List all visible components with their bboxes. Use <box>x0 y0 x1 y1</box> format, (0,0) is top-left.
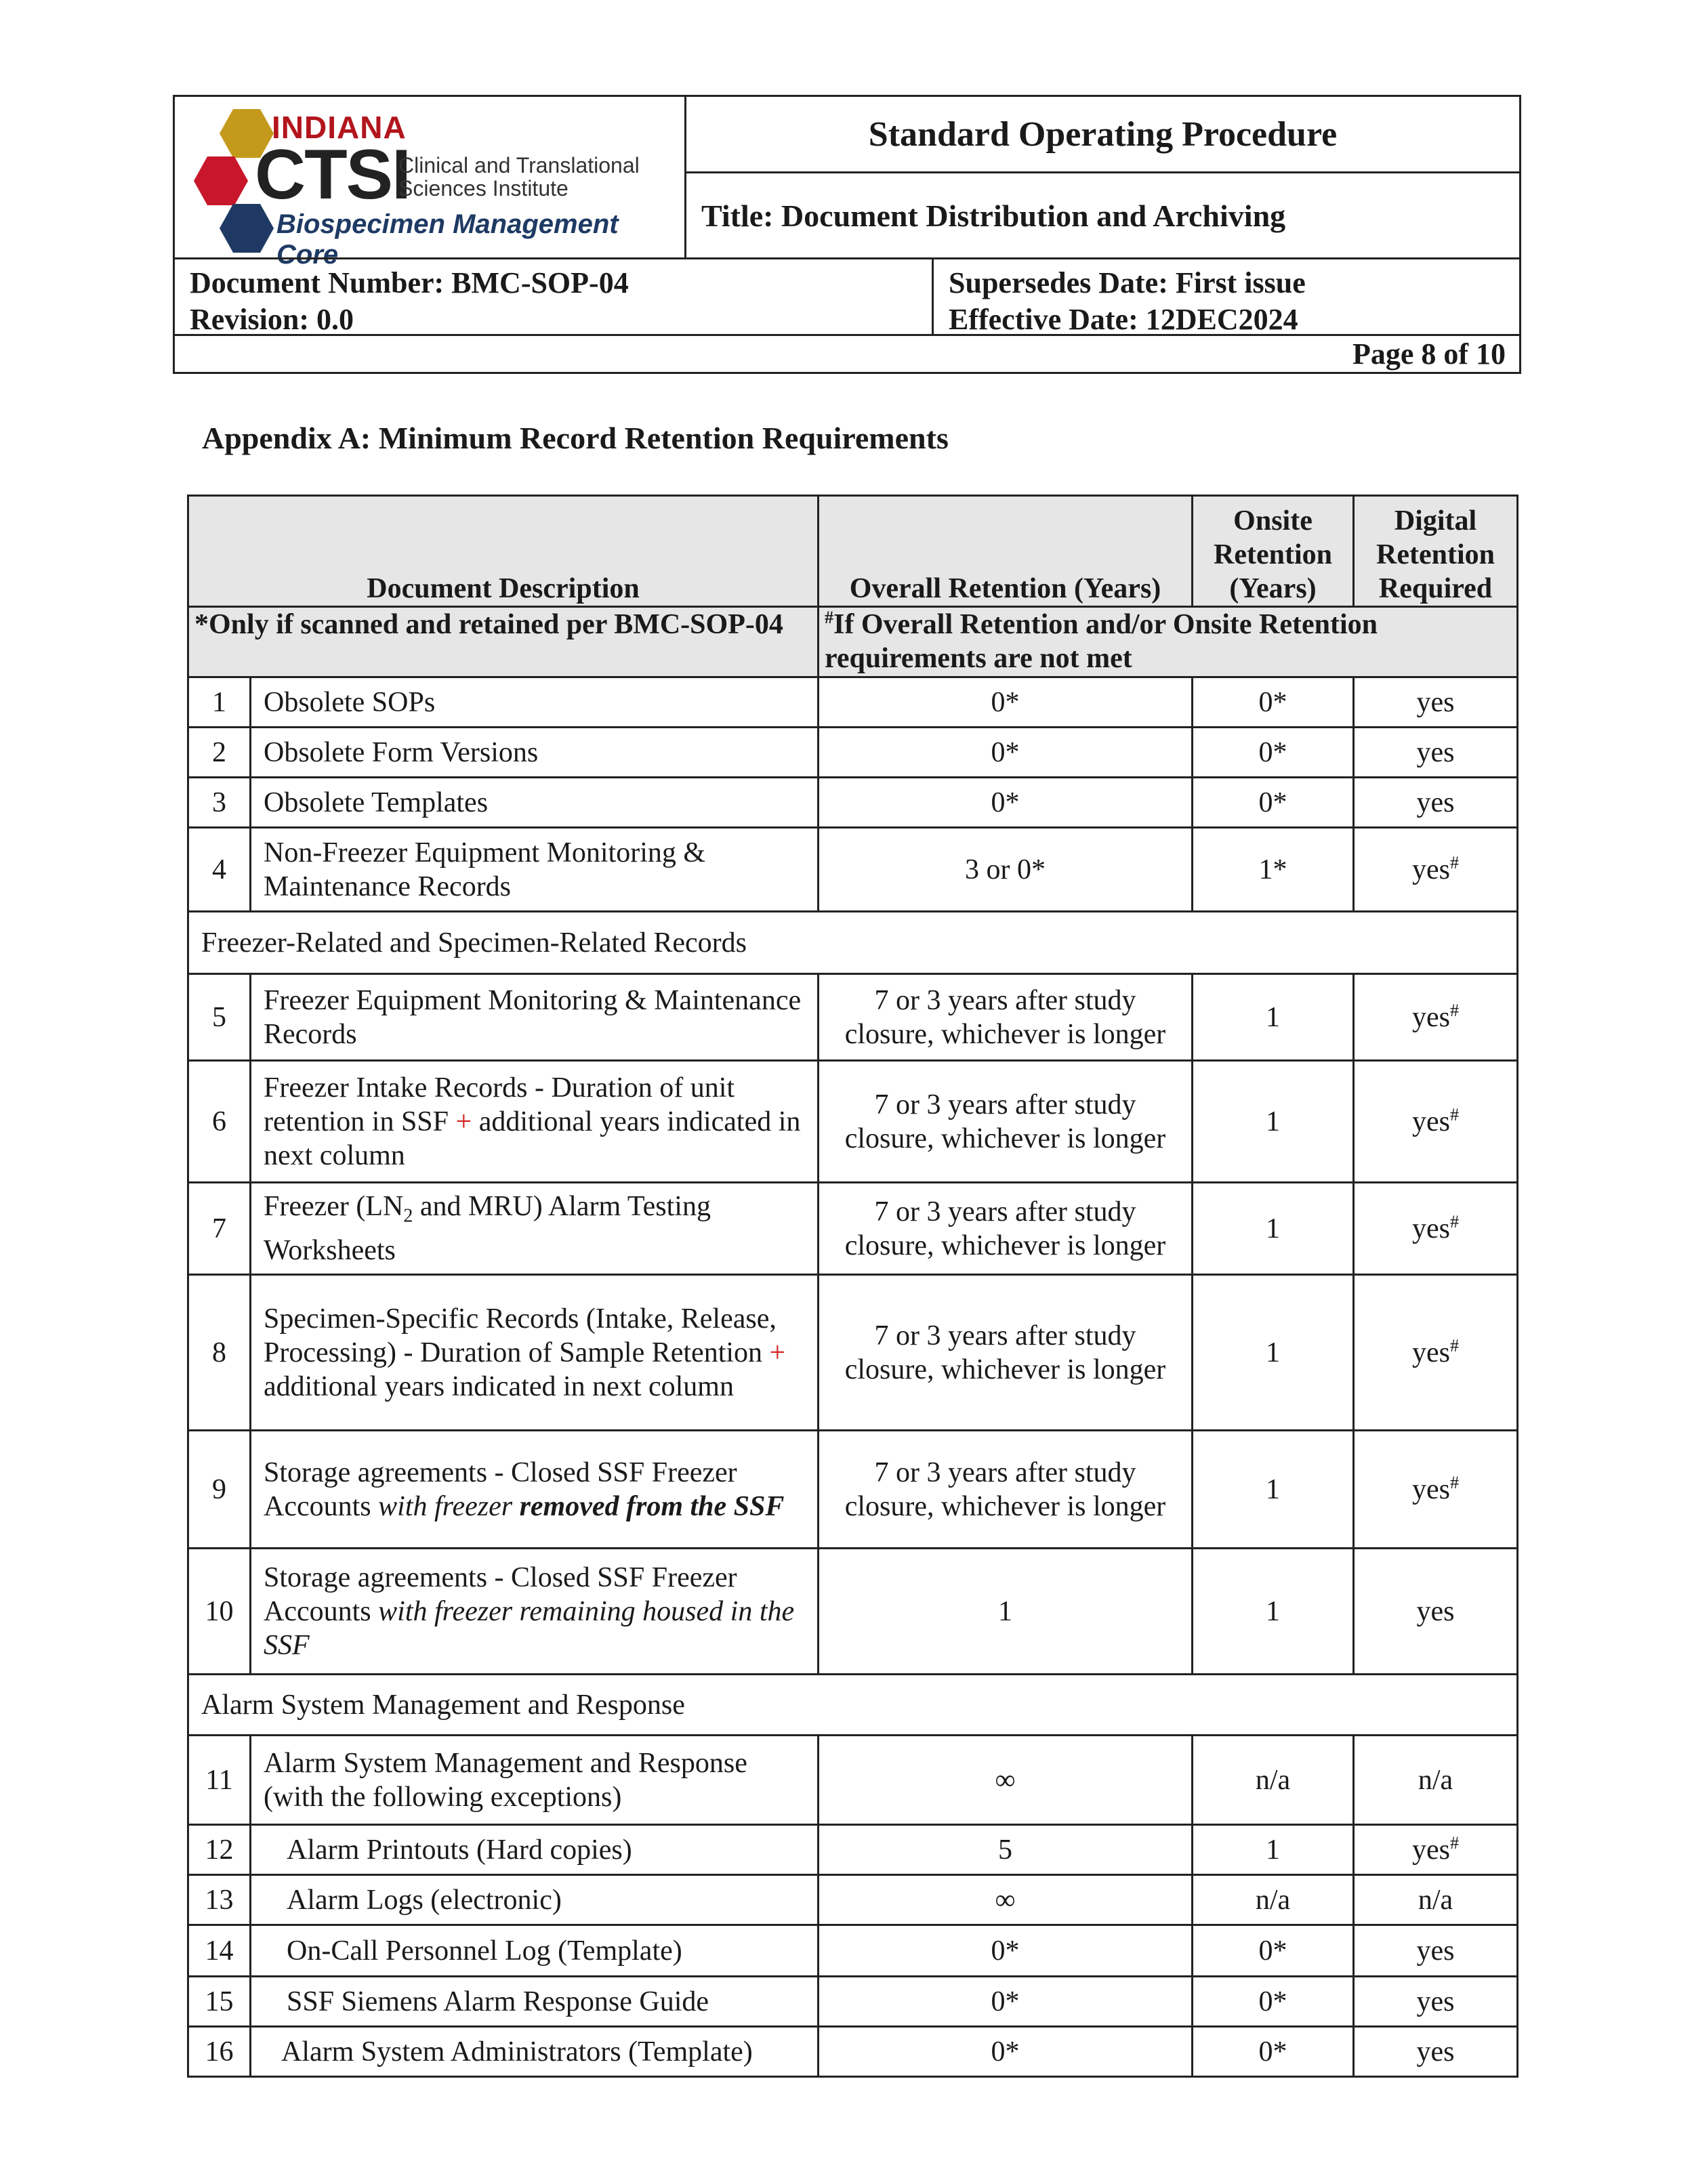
page-number: Page 8 of 10 <box>1352 337 1506 371</box>
table-row: 11 Alarm System Management and Response (with the following exceptions) ∞ n/a n/a <box>188 1736 1518 1825</box>
table-row: 6 Freezer Intake Records - Duration of unit retention in SSF + additional years indicated in next column 7 or 3 years after study closure, whichever is longer 1 yes# <box>188 1061 1518 1183</box>
supersedes-date: Supersedes Date: First issue <box>949 266 1306 299</box>
logo-indiana-text: INDIANA <box>272 110 407 145</box>
table-row: 10 Storage agreements - Closed SSF Freezer Accounts with freezer remaining housed in the SSF 1 1 yes <box>188 1549 1518 1675</box>
document-header <box>173 95 1521 374</box>
header-digital-retention: Digital Retention Required <box>1354 496 1518 607</box>
document-number-cell <box>175 259 934 334</box>
table-row: 14 On-Call Personnel Log (Template) 0* 0* yes <box>188 1925 1518 1977</box>
table-row: 16 Alarm System Administrators (Template) 0* 0* yes <box>188 2027 1518 2077</box>
sop-label: Standard Operating Procedure <box>686 97 1519 173</box>
dates-cell <box>934 259 1519 334</box>
header-onsite-retention: Onsite Retention (Years) <box>1193 496 1354 607</box>
appendix-title: Appendix A: Minimum Record Retention Requirements <box>202 421 949 455</box>
section-freezer-records: Freezer-Related and Specimen-Related Records <box>188 912 1518 974</box>
note-scanned: *Only if scanned and retained per BMC-SOP-04 <box>188 607 819 677</box>
header-document-description: Document Description <box>188 496 819 607</box>
table-row: 5 Freezer Equipment Monitoring & Maintenance Records 7 or 3 years after study closure, whichever is longer 1 yes# <box>188 974 1518 1061</box>
section-row <box>188 1675 1518 1736</box>
note-mark: # <box>825 608 834 627</box>
table-row: 12 Alarm Printouts (Hard copies) 5 1 yes# <box>188 1825 1518 1875</box>
document-meta-row <box>175 257 1519 336</box>
table-notes-row <box>188 607 1518 677</box>
retention-table <box>187 495 1519 2078</box>
section-row <box>188 912 1518 974</box>
document-title: Title: Document Distribution and Archiving <box>701 198 1286 233</box>
effective-date: Effective Date: 12DEC2024 <box>949 303 1298 336</box>
logo-core-name: Biospecimen Management Core <box>276 209 619 270</box>
table-row: 2 Obsolete Form Versions 0* 0* yes <box>188 728 1518 778</box>
table-row: 3 Obsolete Templates 0* 0* yes <box>188 778 1518 828</box>
table-row: 15 SSF Siemens Alarm Response Guide 0* 0* yes <box>188 1977 1518 2027</box>
revision: Revision: 0.0 <box>190 303 354 336</box>
table-row: 9 Storage agreements - Closed SSF Freezer Accounts with freezer removed from the SSF 7 or 3 years after study closure, whichever is longer 1 yes# <box>188 1431 1518 1549</box>
table-row: 7 Freezer ($LN_2$ and MRU) Alarm Testing Worksheets 7 or 3 years after study closure, whichever is longer 1 yes# <box>188 1183 1518 1275</box>
section-alarm-system: Alarm System Management and Response <box>188 1675 1518 1736</box>
table-row: 8 Specimen-Specific Records (Intake, Release, Processing) - Duration of Sample Retention + additional years indicated in next column 7 or 3 years after study closure, whichever is longer 1 yes# <box>188 1275 1518 1431</box>
table-row: 4 Non-Freezer Equipment Monitoring & Maintenance Records 3 or 0* 1* yes# <box>188 828 1518 912</box>
note-retention-not-met: #If Overall Retention and/or Onsite Retention requirements are not met <box>819 607 1518 677</box>
table-header-row <box>188 496 1518 607</box>
table-row: 13 Alarm Logs (electronic) ∞ n/a n/a <box>188 1875 1518 1925</box>
red-hexagon-icon <box>194 154 248 208</box>
logo-ctsi-text: CTSI <box>255 135 410 214</box>
logo-cell <box>175 97 686 270</box>
document-number: Document Number: BMC-SOP-04 <box>190 266 629 299</box>
logo-subtitle-line2: Sciences Institute <box>398 176 569 201</box>
header-overall-retention: Overall Retention (Years) <box>819 496 1193 607</box>
table-row: 1 Obsolete SOPs 0* 0* yes <box>188 677 1518 728</box>
logo-subtitle-line1: Clinical and Translational <box>398 153 640 177</box>
